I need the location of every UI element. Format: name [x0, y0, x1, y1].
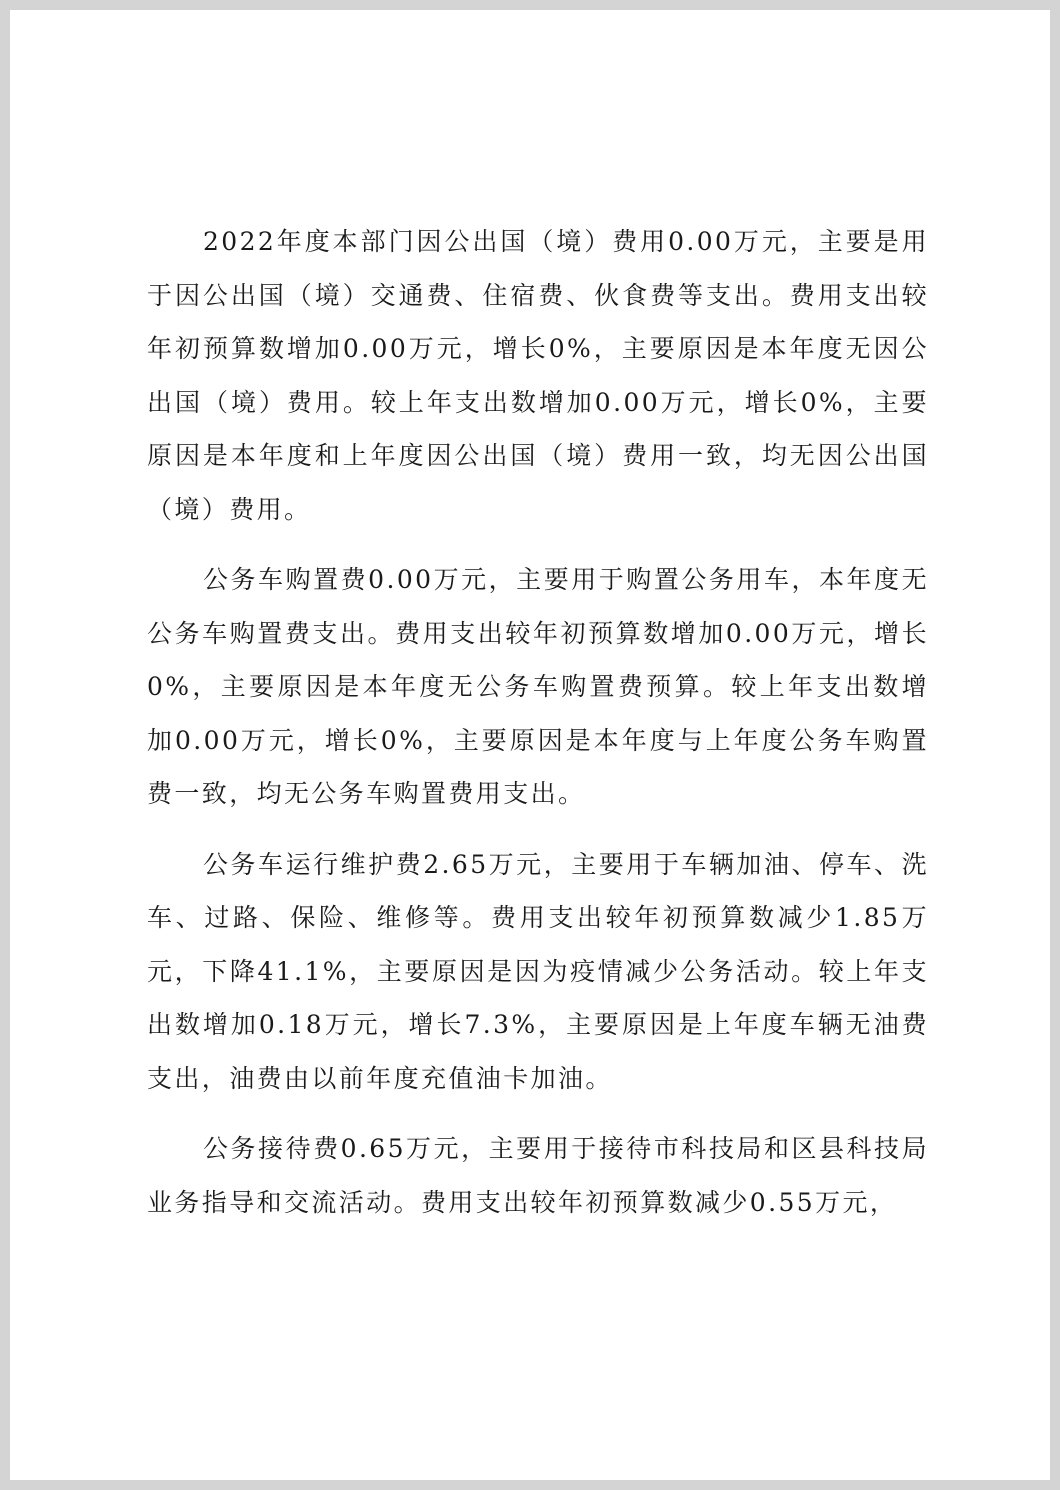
paragraph-vehicle-purchase-expense: 公务车购置费0.00万元，主要用于购置公务用车，本年度无公务车购置费支出。费用支出较年初预算数增加0.00万元，增长0%，主要原因是本年度无公务车购置费预算。较上年支出数增加0.00万元，增长0%，主要原因是本年度与上年度公务车购置费一致，均无公务车购置费用支出。	[147, 565, 929, 808]
paragraph-reception-expense: 公务接待费0.65万元，主要用于接待市科技局和区县科技局业务指导和交流活动。费用支出较年初预算数减少0.55万元，	[147, 1134, 929, 1217]
paragraph-overseas-travel-expense: 2022年度本部门因公出国（境）费用0.00万元，主要是用于因公出国（境）交通费、住宿费、伙食费等支出。费用支出较年初预算数增加0.00万元，增长0%，主要原因是本年度无因公出国（境）费用。较上年支出数增加0.00万元，增长0%，主要原因是本年度和上年度因公出国（境）费用一致，均无因公出国（境）费用。	[147, 227, 929, 524]
document-body	[147, 215, 929, 1246]
document-page	[10, 10, 1050, 1480]
paragraph-vehicle-maintenance-expense: 公务车运行维护费2.65万元，主要用于车辆加油、停车、洗车、过路、保险、维修等。费用支出较年初预算数减少1.85万元，下降41.1%，主要原因是因为疫情减少公务活动。较上年支出数增加0.18万元，增长7.3%，主要原因是上年度车辆无油费支出，油费由以前年度充值油卡加油。	[147, 849, 929, 1093]
